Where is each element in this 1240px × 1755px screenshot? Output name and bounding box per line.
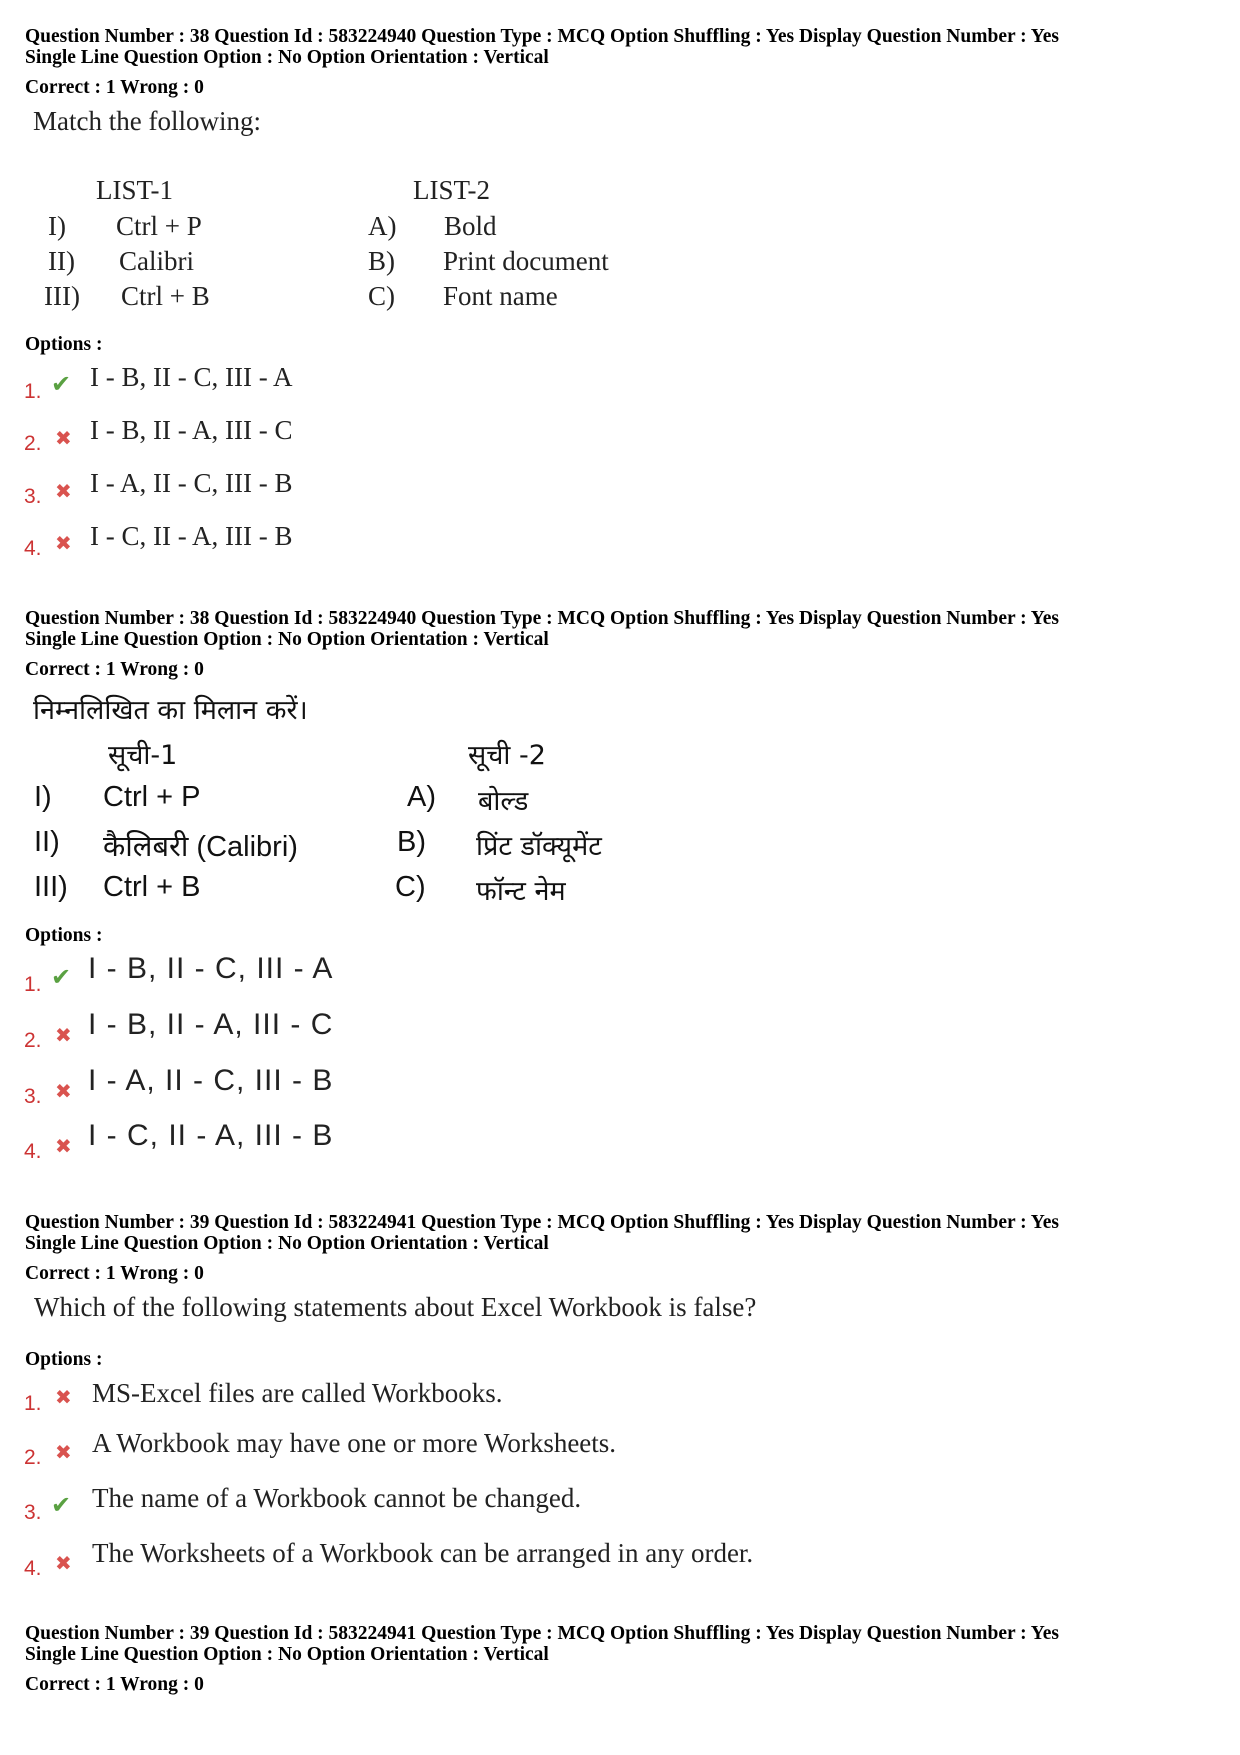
- row-right-item: फॉन्ट नेम: [476, 876, 566, 907]
- row-left-item: Calibri: [119, 246, 194, 276]
- row-number: III): [44, 281, 80, 311]
- row-right-item: प्रिंट डॉक्यूमेंट: [476, 831, 602, 862]
- option-number: 1.: [24, 1392, 42, 1415]
- option-text: The Worksheets of a Workbook can be arranged in any order.: [92, 1538, 754, 1568]
- row-letter: A): [368, 211, 397, 241]
- option-text: A Workbook may have one or more Worksheets.: [92, 1428, 617, 1458]
- option-number: 3.: [24, 1501, 42, 1524]
- question-meta-line2: Single Line Question Option : No Option Orientation : Vertical: [25, 1644, 549, 1665]
- options-label: Options :: [25, 925, 103, 946]
- cross-icon: ✖: [55, 426, 72, 450]
- question-text: Which of the following statements about Excel Workbook is false?: [34, 1292, 757, 1322]
- cross-icon: ✖: [55, 1440, 72, 1464]
- row-letter: B): [368, 246, 395, 276]
- cross-icon: ✖: [55, 1385, 72, 1409]
- row-left-item: Ctrl + B: [103, 871, 201, 903]
- options-label: Options :: [25, 1349, 103, 1370]
- option-text: I - B, II - C, III - A: [88, 952, 334, 985]
- row-letter: C): [368, 281, 395, 311]
- option-text: I - B, II - A, III - C: [90, 415, 293, 445]
- list2-header: सूची -2: [468, 740, 546, 771]
- option-number: 4.: [24, 537, 42, 560]
- list1-header: LIST-1: [96, 175, 174, 205]
- row-left-item: Ctrl + P: [116, 211, 202, 241]
- row-letter: B): [397, 826, 426, 858]
- row-right-item: Bold: [444, 211, 497, 241]
- question-meta-line1: Question Number : 39 Question Id : 583224941 Question Type : MCQ Option Shuffling : Yes Display Question Number : Yes: [25, 1212, 1059, 1233]
- question-meta-line1: Question Number : 39 Question Id : 583224941 Question Type : MCQ Option Shuffling : Yes Display Question Number : Yes: [25, 1623, 1059, 1644]
- cross-icon: ✖: [55, 1134, 72, 1158]
- cross-icon: ✖: [55, 1023, 72, 1047]
- option-number: 4.: [24, 1557, 42, 1580]
- options-label: Options :: [25, 334, 103, 355]
- option-number: 2.: [24, 1029, 42, 1052]
- check-icon: ✔: [51, 370, 72, 398]
- question-meta-line2: Single Line Question Option : No Option Orientation : Vertical: [25, 629, 549, 650]
- cross-icon: ✖: [55, 1079, 72, 1103]
- option-text: I - A, II - C, III - B: [88, 1064, 334, 1097]
- option-number: 3.: [24, 485, 42, 508]
- row-number: II): [48, 246, 75, 276]
- question-meta-line1: Question Number : 38 Question Id : 583224940 Question Type : MCQ Option Shuffling : Yes Display Question Number : Yes: [25, 608, 1059, 629]
- option-text: I - C, II - A, III - B: [88, 1119, 334, 1152]
- option-text: I - B, II - A, III - C: [88, 1008, 334, 1041]
- question-meta-line1: Question Number : 38 Question Id : 583224940 Question Type : MCQ Option Shuffling : Yes Display Question Number : Yes: [25, 26, 1059, 47]
- row-number: I): [34, 781, 52, 813]
- option-text: The name of a Workbook cannot be changed.: [92, 1483, 582, 1513]
- row-number: III): [34, 871, 68, 903]
- question-text: निम्नलिखित का मिलान करें।: [33, 695, 308, 726]
- row-left-item: कैलिबरी (Calibri): [103, 831, 298, 863]
- option-number: 1.: [24, 380, 42, 403]
- option-number: 2.: [24, 432, 42, 455]
- option-text: MS-Excel files are called Workbooks.: [92, 1378, 503, 1408]
- question-score: Correct : 1 Wrong : 0: [25, 1263, 204, 1284]
- option-number: 4.: [24, 1140, 42, 1163]
- check-icon: ✔: [51, 1491, 72, 1519]
- question-meta-line2: Single Line Question Option : No Option Orientation : Vertical: [25, 47, 549, 68]
- row-right-item: Print document: [443, 246, 609, 276]
- option-text: I - A, II - C, III - B: [90, 468, 293, 498]
- row-letter: C): [395, 871, 426, 903]
- list1-header: सूची-1: [108, 740, 178, 771]
- option-number: 2.: [24, 1446, 42, 1469]
- check-icon: ✔: [51, 963, 72, 991]
- cross-icon: ✖: [55, 479, 72, 503]
- option-number: 3.: [24, 1085, 42, 1108]
- cross-icon: ✖: [55, 1551, 72, 1575]
- option-text: I - B, II - C, III - A: [90, 362, 293, 392]
- option-number: 1.: [24, 973, 42, 996]
- question-text: Match the following:: [33, 106, 261, 136]
- row-left-item: Ctrl + P: [103, 781, 201, 813]
- row-number: II): [34, 826, 60, 858]
- row-letter: A): [407, 781, 436, 813]
- question-score: Correct : 1 Wrong : 0: [25, 1674, 204, 1695]
- row-left-item: Ctrl + B: [121, 281, 210, 311]
- question-score: Correct : 1 Wrong : 0: [25, 659, 204, 680]
- question-score: Correct : 1 Wrong : 0: [25, 77, 204, 98]
- question-meta-line2: Single Line Question Option : No Option Orientation : Vertical: [25, 1233, 549, 1254]
- option-text: I - C, II - A, III - B: [90, 521, 293, 551]
- cross-icon: ✖: [55, 531, 72, 555]
- row-right-item: बोल्ड: [478, 786, 529, 817]
- list2-header: LIST-2: [413, 175, 491, 205]
- row-right-item: Font name: [443, 281, 558, 311]
- row-number: I): [48, 211, 66, 241]
